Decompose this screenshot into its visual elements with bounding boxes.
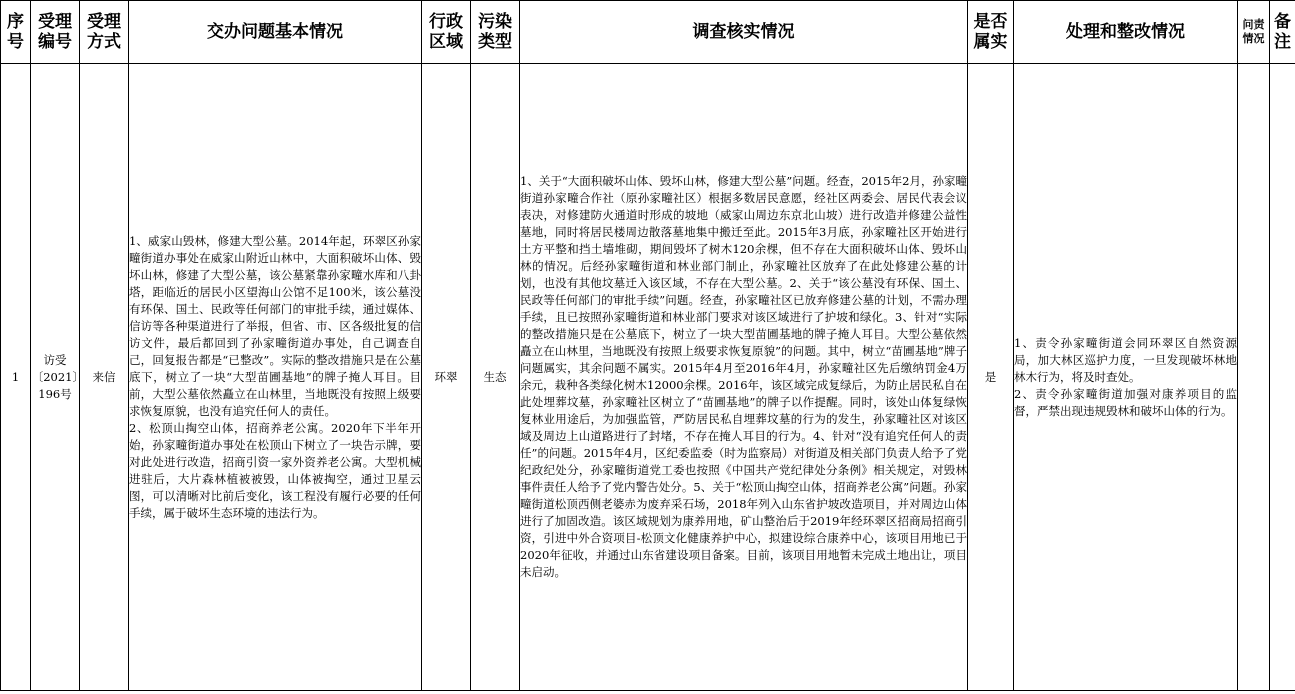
- header-verified: 是否属实: [968, 1, 1014, 64]
- cell-verified: 是: [968, 64, 1014, 691]
- cell-remarks: [1270, 64, 1295, 691]
- cell-investigation: [520, 64, 968, 691]
- problem-text: 1、威家山毁林，修建大型公墓。2014年起，环翠区孙家疃街道办事处在威家山附近山林中，大面积破坏山体、毁坏山林，修建了大型公墓，该公墓紧靠孙家疃水库和八卦塔，距临近的居民小区望海山公馆不足100米，该公墓没有环保、国土、民政等任何部门的审批手续，通过媒体、信访等各种渠道进行了举报，但省、市、区各级批复的信访文件，最后都回到了孙家疃街道办事处，自己调查自己，回复报告都是“已整改”。实际的整改措施只是在公墓底下，树立了一块“大型苗圃基地”的牌子掩人耳目。目前，大型公墓依然矗立在山林里，当地既没有按照上级要求恢复原貌，也没有追究任何人的责任。 2、松顶山掏空山体，招商养老公寓。2020年下半年开始，孙家疃街道办事处在松顶山下树立了一块告示牌，要对此处进行改造，招商引资一家外资养老公寓。大型机械进驻后，大片森林植被被毁，山体被掏空，通过卫星云图，可以清晰对比前后变化，该工程没有履行必要的任何手续，属于破坏生态环境的违法行为。: [129, 233, 421, 520]
- cell-pollution-type: 生态: [471, 64, 520, 691]
- cell-seq: 1: [1, 64, 31, 691]
- cell-accountability: [1238, 64, 1270, 691]
- header-problem: 交办问题基本情况: [129, 1, 422, 64]
- header-pollution-type: 污染类型: [471, 1, 520, 64]
- header-region: 行政区域: [422, 1, 471, 64]
- header-row: [1, 1, 1295, 64]
- header-seq: 序号: [1, 1, 31, 64]
- header-remarks: 备注: [1270, 1, 1295, 64]
- header-case-no: 受理编号: [31, 1, 80, 64]
- header-handling: 处理和整改情况: [1014, 1, 1238, 64]
- cell-handling: [1014, 64, 1238, 691]
- investigation-text: 1、关于“大面积破坏山体、毁坏山林，修建大型公墓”问题。经查，2015年2月，孙家疃街道孙家疃合作社（原孙家疃社区）根据多数居民意愿，经社区两委会、居民代表会议表决，对修建防火通道时形成的坡地（威家山周边东京北山坡）进行改造并修建公益性墓地，同时将居民楼周边散落墓地集中搬迁至此。2015年3月底，孙家疃社区开始进行土方平整和挡土墙堆砌，期间毁坏了树木120余棵，但不存在大面积破坏山体、毁坏山林的情况。后经孙家疃街道和林业部门制止，孙家疃社区放弃了在此处修建公墓的计划，也没有其他坟墓迁入该区域，不存在大型公墓。2、关于“该公墓没有环保、国土、民政等任何部门的审批手续”问题。经查，孙家疃社区已放弃修建公墓的计划，不需办理手续，且已按照孙家疃街道和林业部门要求对该区域进行了护坡和绿化。3、针对“实际的整改措施只是在公墓底下，树立了一块大型苗圃基地的牌子掩人耳目。大型公墓依然矗立在山林里，当地既没有按照上级要求恢复原貌”的问题。其中，树立“苗圃基地”牌子问题属实，其余问题不属实。2015年4月至2016年4月，孙家疃社区先后缴纳罚金4万余元，栽种各类绿化树木12000余棵。2016年，该区域完成复绿后，为防止居民私自在此处埋葬坟墓，孙家疃社区树立了“苗圃基地”的牌子以作提醒。同时，该处山体复绿恢复林业用途后，为加强监管，严防居民私自埋葬坟墓的行为的发生，孙家疃社区对该区域及周边上山道路进行了封堵，不存在掩人耳目的行为。4、针对“没有追究任何人的责任”的问题。2015年4月，区纪委监委（时为监察局）对街道及相关部门负责人给予了党纪政纪处分，孙家疃街道党工委也按照《中国共产党纪律处分条例》相关规定，对毁林事件责任人给予了党内警告处分。5、关于“松顶山掏空山体，招商养老公寓”问题。孙家疃街道松顶西侧老婆赤为废弃采石场，2018年列入山东省护坡改造项目，并对周边山体进行了加固改造。该区域规划为康养用地，矿山整治后于2019年经环翠区招商局招商引资，引进中外合资项目-松顶文化健康养护中心，拟建设综合康养中心，该项目用地已于2020年征收，并通过山东省建设项目备案。目前，该项目用地暂未完成土地出让，项目未启动。: [520, 174, 967, 579]
- cell-case-no: 访受〔2021〕196号: [31, 64, 80, 691]
- table-row: [1, 64, 1295, 691]
- handling-text: 1、责令孙家疃街道会同环翠区自然资源局，加大林区巡护力度，一旦发现破坏林地林木行为，将及时查处。 2、责令孙家疃街道加强对康养项目的监督，严禁出现违规毁林和破坏山体的行为。: [1014, 335, 1237, 418]
- header-accountability: 问责情况: [1238, 1, 1270, 64]
- header-method: 受理方式: [80, 1, 129, 64]
- cell-region: 环翠: [422, 64, 471, 691]
- cell-problem: [129, 64, 422, 691]
- header-investigation: 调查核实情况: [520, 1, 968, 64]
- cell-method: 来信: [80, 64, 129, 691]
